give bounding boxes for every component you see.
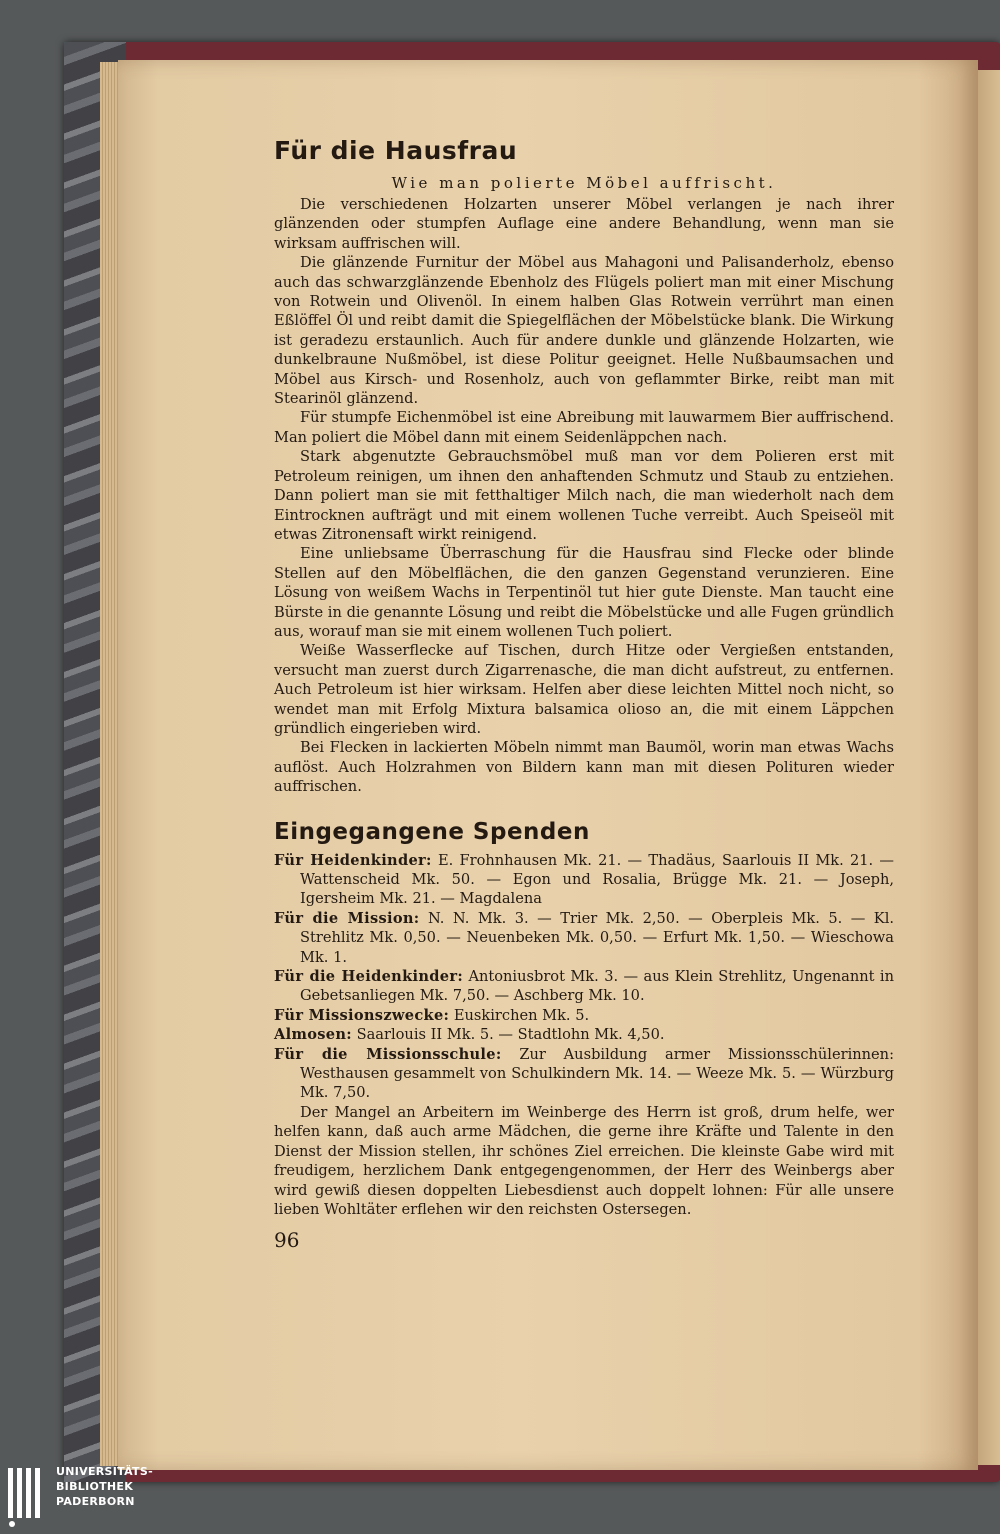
donation-entry (274, 967, 894, 1006)
closing-paragraph: Der Mangel an Arbeitern im Weinberge des Herrn ist groß, drum helfe, wer helfen kann, daß auch arme Mädchen, die gerne ihre Kräfte und Talente in den Dienst der Mission stellen, ihr schönes Ziel erreichen. Die kleinste Gabe wird mit freudigem, herzlichem Dank entgegengenommen, der Herr des Weinbergs aber wird gewiß diesen doppelten Liebesdienst auch doppelt lohnen: Für alle unsere lieben Wohltäter erflehen wir den reichsten Ostersegen. (274, 1103, 894, 1218)
donation-category: Für Missionszwecke: (274, 1006, 450, 1024)
library-logo (6, 1464, 153, 1530)
donation-category: Almosen: (274, 1026, 352, 1044)
page-content (274, 135, 894, 1253)
donation-entry (274, 1006, 894, 1025)
donation-text: Antoniusbrot Mk. 3. — aus Klein Strehlitz, Ungenannt in Gebetsanliegen Mk. 7,50. — Aschberg Mk. 10. (300, 968, 894, 1005)
page-number: 96 (274, 1228, 300, 1253)
donation-entry (274, 1045, 894, 1103)
donation-category: Für die Mission: (274, 909, 420, 927)
donation-entry (274, 1025, 894, 1044)
library-logo-icon (6, 1464, 50, 1530)
donation-entry (274, 909, 894, 967)
paragraph: Die verschiedenen Holzarten unserer Möbel verlangen je nach ihrer glänzenden oder stumpfen Auflage eine andere Behandlung, wenn man sie wirksam auffrischen will. (274, 196, 894, 252)
donation-entry (274, 851, 894, 909)
logo-line: BIBLIOTHEK (56, 1480, 134, 1493)
donation-text: Saarlouis II Mk. 5. — Stadtlohn Mk. 4,50. (356, 1026, 665, 1044)
section-subtitle: Wie man polierte Möbel auffrischt. (391, 174, 777, 192)
donation-category: Für die Missionsschule: (274, 1045, 502, 1063)
donation-category: Für Heidenkinder: (274, 851, 432, 869)
paragraph: Bei Flecken in lackierten Möbeln nimmt man Baumöl, worin man etwas Wachs auflöst. Auch Holzrahmen von Bildern kann man mit diesen Polituren wieder auffrischen. (274, 739, 894, 796)
donation-text: Euskirchen Mk. 5. (453, 1006, 590, 1024)
section-title-hausfrau: Für die Hausfrau (274, 136, 518, 165)
donation-category: Für die Heidenkinder: (274, 968, 464, 986)
library-logo-text (56, 1464, 153, 1509)
donation-text: N. N. Mk. 3. — Trier Mk. 2,50. — Oberpleis Mk. 5. — Kl. Strehlitz Mk. 0,50. — Neuenbeken Mk. 0,50. — Erfurt Mk. 1,50. — Wieschowa Mk. 1. (300, 909, 895, 966)
donation-text: Zur Ausbildung armer Missionsschülerinnen: Westhausen gesammelt von Schulkindern Mk. 14. — Weeze Mk. 5. — Würzburg Mk. 7,50. (300, 1045, 894, 1102)
paragraph: Stark abgenutzte Gebrauchsmöbel muß man vor dem Polieren erst mit Petroleum reinigen, um ihnen den anhaftenden Schmutz und Staub zu entziehen. Dann poliert man sie mit fetthaltiger Milch nach, die man wiederholt nach dem Eintrocknen aufträgt und mit einem wollenen Tuche verreibt. Auch Speiseöl mit etwas Zitronensaft wirkt reinigend. (274, 448, 894, 543)
paragraph: Die glänzende Furnitur der Möbel aus Mahagoni und Palisanderholz, ebenso auch das schwarzglänzende Ebenholz des Flügels poliert man mit einer Mischung von Rotwein und Olivenöl. In einem halben Glas Rotwein verrührt man einen Eßlöffel Öl und reibt damit die Spiegelflächen der Möbelstücke blank. Die Wirkung ist geradezu erstaunlich. Auch für andere dunkle und glänzende Holzarten, wie dunkelbraune Nußmöbel, ist diese Politur geeignet. Helle Nußbaumsachen und Möbel aus Kirsch- und Rosenholz, auch von geflammter Birke, reibt man mit Stearinöl glänzend. (274, 254, 894, 408)
paragraph: Weiße Wasserflecke auf Tischen, durch Hitze oder Vergießen entstanden, versucht man zuerst durch Zigarrenasche, die man dicht aufstreut, zu entfernen. Auch Petroleum ist hier wirksam. Helfen aber diese leichten Mittel noch nicht, so wendet man mit Erfolg Mixtura balsamica olioso an, die mit einem Läppchen gründlich eingerieben wird. (274, 642, 894, 737)
paragraph: Für stumpfe Eichenmöbel ist eine Abreibung mit lauwarmem Bier auffrischend. Man poliert die Möbel dann mit einem Seidenläppchen nach. (274, 409, 894, 446)
logo-line: UNIVERSITÄTS- (56, 1465, 153, 1478)
logo-line: PADERBORN (56, 1495, 135, 1508)
donation-text: E. Frohnhausen Mk. 21. — Thadäus, Saarlouis II Mk. 21. — Wattenscheid Mk. 50. — Egon und Rosalia, Brügge Mk. 21. — Joseph, Igersheim Mk. 21. — Magdalena (300, 851, 895, 908)
paragraph: Eine unliebsame Überraschung für die Hausfrau sind Flecke oder blinde Stellen auf den Möbelflächen, die den ganzen Gegenstand verunzieren. Eine Lösung von weißem Wachs in Terpentinöl tut hier gute Dienste. Man taucht eine Bürste in die genannte Lösung und reibt die Möbelstücke und alle Fugen gründlich aus, worauf man sie mit einem wollenen Tuch poliert. (274, 545, 894, 640)
section-title-spenden: Eingegangene Spenden (274, 818, 590, 845)
